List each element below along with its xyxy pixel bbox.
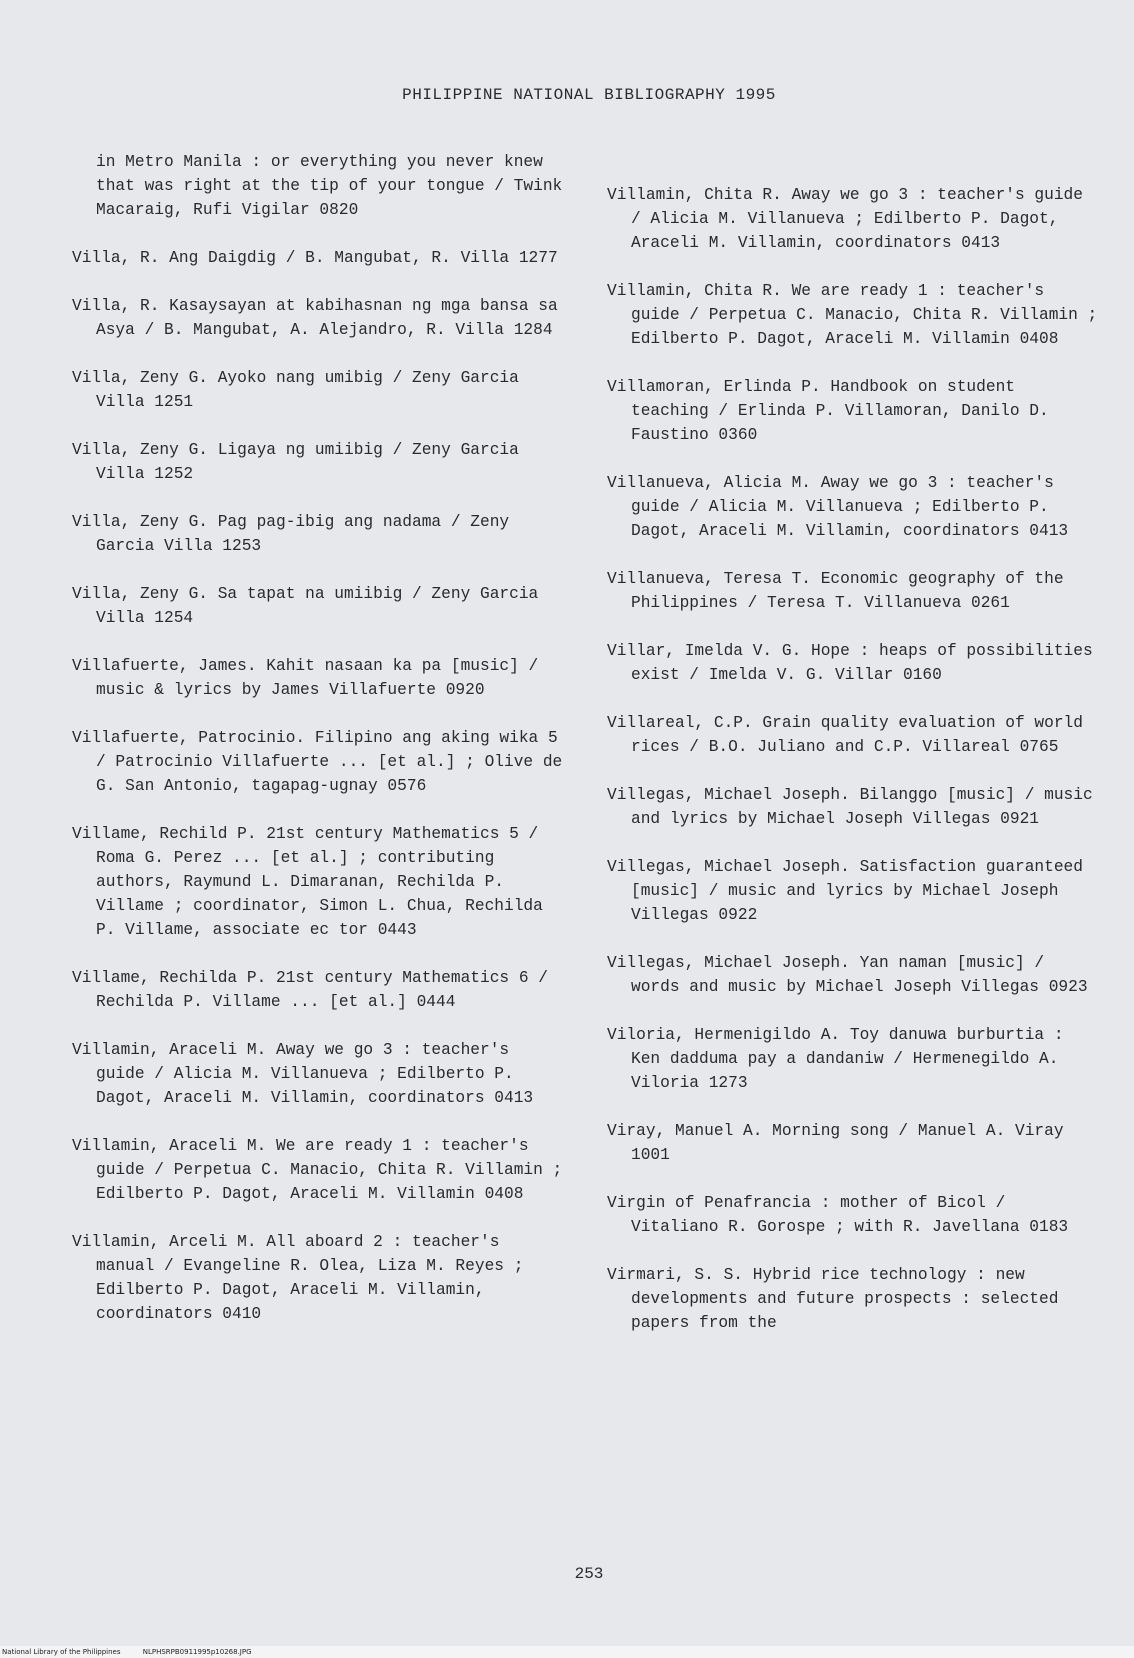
bibliography-entry: Villamin, Araceli M. Away we go 3 : teacher's guide / Alicia M. Villanueva ; Edilberto P. Dagot, Araceli M. Villamin, coordinators 0413 xyxy=(72,1041,534,1107)
bibliography-entry: Villamin, Araceli M. We are ready 1 : teacher's guide / Perpetua C. Manacio, Chita R. Villamin ; Edilberto P. Dagot, Araceli M. Villamin 0408 xyxy=(72,1137,572,1203)
bibliography-entry: Viray, Manuel A. Morning song / Manuel A. Viray 1001 xyxy=(607,1122,1074,1164)
bibliography-entry: Villanueva, Alicia M. Away we go 3 : teacher's guide / Alicia M. Villanueva ; Edilberto P. Dagot, Araceli M. Villamin, coordinators 0413 xyxy=(607,474,1069,540)
bibliography-entry: in Metro Manila : or everything you never knew that was right at the tip of your tongue / Twink Macaraig, Rufi Vigilar 0820 xyxy=(96,153,572,219)
file-id: NLPHSRPB0911995p10268.JPG xyxy=(142,1648,252,1656)
bibliography-entry: Virgin of Penafrancia : mother of Bicol / Vitaliano R. Gorospe ; with R. Javellana 0183 xyxy=(607,1194,1069,1236)
bibliography-entry: Villamin, Arceli M. All aboard 2 : teacher's manual / Evangeline R. Olea, Liza M. Reyes ; Edilberto P. Dagot, Araceli M. Villamin, coordinators 0410 xyxy=(72,1233,534,1323)
bibliography-entry: Villa, R. Kasaysayan at kabihasnan ng mga bansa sa Asya / B. Mangubat, A. Alejandro, R. Villa 1284 xyxy=(72,297,568,339)
bibliography-entry: Villegas, Michael Joseph. Bilanggo [music] / music and lyrics by Michael Joseph Villegas 0921 xyxy=(607,786,1103,828)
left-column xyxy=(72,150,572,1350)
bibliography-entry: Villafuerte, Patrocinio. Filipino ang aking wika 5 / Patrocinio Villafuerte ... [et al.] ; Olive de G. San Antonio, tagapag-ugnay 0576 xyxy=(72,729,572,795)
bibliography-entry: Villa, Zeny G. Ayoko nang umibig / Zeny Garcia Villa 1251 xyxy=(72,369,529,411)
bibliography-entry: Villanueva, Teresa T. Economic geography of the Philippines / Teresa T. Villanueva 0261 xyxy=(607,570,1074,612)
bibliography-entry: Villareal, C.P. Grain quality evaluation of world rices / B.O. Juliano and C.P. Villareal 0765 xyxy=(607,714,1093,756)
bibliography-entry: Villamin, Chita R. We are ready 1 : teacher's guide / Perpetua C. Manacio, Chita R. Villamin ; Edilberto P. Dagot, Araceli M. Villamin 0408 xyxy=(607,282,1107,348)
scan-footer xyxy=(0,1646,1134,1658)
bibliography-entry: Villar, Imelda V. G. Hope : heaps of possibilities exist / Imelda V. G. Villar 0160 xyxy=(607,642,1103,684)
bibliography-entry: Villamoran, Erlinda P. Handbook on student teaching / Erlinda P. Villamoran, Danilo D. Faustino 0360 xyxy=(607,378,1059,444)
bibliography-entry: Villa, Zeny G. Sa tapat na umiibig / Zeny Garcia Villa 1254 xyxy=(72,585,548,627)
library-name: National Library of the Philippines xyxy=(2,1648,121,1656)
page-header: PHILIPPINE NATIONAL BIBLIOGRAPHY 1995 xyxy=(402,86,776,104)
bibliography-entry: Viloria, Hermenigildo A. Toy danuwa burburtia : Ken dadduma pay a dandaniw / Hermenegildo A. Viloria 1273 xyxy=(607,1026,1074,1092)
bibliography-entry: Villegas, Michael Joseph. Yan naman [music] / words and music by Michael Joseph Villegas 0923 xyxy=(607,954,1088,996)
right-column xyxy=(607,183,1107,1359)
bibliography-entry: Villa, R. Ang Daigdig / B. Mangubat, R. Villa 1277 xyxy=(72,249,558,267)
bibliography-entry: Villa, Zeny G. Ligaya ng umiibig / Zeny Garcia Villa 1252 xyxy=(72,441,529,483)
bibliography-entry: Villa, Zeny G. Pag pag-ibig ang nadama / Zeny Garcia Villa 1253 xyxy=(72,513,519,555)
bibliography-entry: Villegas, Michael Joseph. Satisfaction guaranteed [music] / music and lyrics by Michael Joseph Villegas 0922 xyxy=(607,858,1093,924)
bibliography-entry: Villame, Rechild P. 21st century Mathematics 5 / Roma G. Perez ... [et al.] ; contributing authors, Raymund L. Dimaranan, Rechilda P. Villame ; coordinator, Simon L. Chua, Rechilda P. Villame, associate ec tor 0443 xyxy=(72,825,553,939)
page-number: 253 xyxy=(574,1565,604,1583)
bibliography-entry: Villamin, Chita R. Away we go 3 : teacher's guide / Alicia M. Villanueva ; Edilberto P. Dagot, Araceli M. Villamin, coordinators 0413 xyxy=(607,186,1093,252)
bibliography-entry: Virmari, S. S. Hybrid rice technology : new developments and future prospects : selected papers from the xyxy=(607,1266,1069,1332)
bibliography-entry: Villafuerte, James. Kahit nasaan ka pa [music] / music & lyrics by James Villafuerte 0920 xyxy=(72,657,548,699)
bibliography-entry: Villame, Rechilda P. 21st century Mathematics 6 / Rechilda P. Villame ... [et al.] 0444 xyxy=(72,969,558,1011)
